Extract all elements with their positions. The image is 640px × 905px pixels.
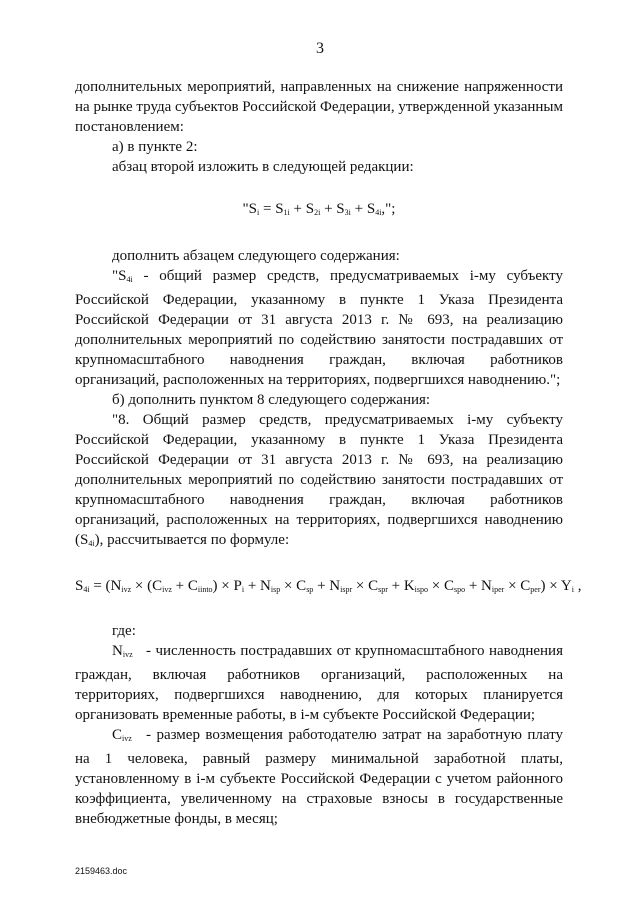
paragraph-add: дополнить абзацем следующего содержания: — [112, 248, 400, 264]
paragraph-item-a-text: абзац второй изложить в следующей редакции: — [112, 159, 414, 175]
paragraph-nivz: $N_{ivz}$ - численность пострадавших от крупномасштабного наводнения граждан, включая работников организаций, расположенных на территориях, подвергшихся наводнению, для которых планируется организовать временные работы, в i-м субъекте Российской Федерации; — [75, 643, 563, 723]
paragraph-civz: $C_{ivz}$ - размер возмещения работодателю затрат на заработную плату на 1 человека, равный размеру минимальной заработной платы, установленному в i-м субъекте Российской Федерации с учетом районного коэффициента, увеличенному на страховые взносы в государственные внебюджетные фонды, в месяц; — [75, 727, 563, 827]
s4-definition-text: - общий размер средств, предусматриваемых i-му субъекту Российской Федерации, указанному в пункте 1 Указа Президента Российской Федерации от 31 августа 2013 г. № 693, на реализацию дополнительных мероприятий по содействию занятости пострадавших от крупномасштабного наводнения граждан, включая работников организаций, расположенных на территориях, подвергшихся наводнению."; — [75, 268, 563, 388]
footer-filename: 2159463.doc — [75, 866, 128, 876]
paragraph-where: где: — [112, 623, 136, 639]
document-body — [75, 77, 582, 829]
paragraph-s4-definition: "$S_{4i}$ - общий размер средств, предусматриваемых i-му субъекту Российской Федерации, указанному в пункте 1 Указа Президента Российской Федерации от 31 августа 2013 г. № 693, на реализацию дополнительных мероприятий по содействию занятости пострадавших от крупномасштабного наводнения граждан, включая работников организаций, расположенных на территориях, подвергшихся наводнению."; — [75, 268, 563, 388]
paragraph-item-b: б) дополнить пунктом 8 следующего содержания: — [112, 392, 431, 408]
formula-s4: $S_{4i} = (N_{ivz} \times (C_{ivz} + C_{iinto}) \times P_i + N_{isp} \times C_{sp} + N_{ispr} \times C_{spr} + K_{ispo} \times C_{spo} + N_{iper} \times C_{per}) \times Y_i$ , — [75, 578, 582, 594]
paragraph-8-text: "8. Общий размер средств, предусматриваемых i-му субъекту Российской Федерации, указанному в пункте 1 Указа Президента Российской Федерации от 31 августа 2013 г. № 693, на реализацию дополнительных мероприятий по содействию занятости пострадавших от крупномасштабного наводнения граждан, включая работников организаций, расположенных на территориях, подвергшихся наводнению — [75, 412, 563, 528]
formula-s-total: "$S_i = S_{1i} + S_{2i} + S_{3i} + S_{4i}$,"; — [242, 201, 396, 217]
nivz-definition-text: - численность пострадавших от крупномасштабного наводнения граждан, включая работников организаций, расположенных на территориях, подвергшихся наводнению, для которых планируется организовать временные работы, в i-м субъекте Российской Федерации; — [75, 643, 563, 723]
paragraph-intro: дополнительных мероприятий, направленных на снижение напряженности на рынке труда субъектов Российской Федерации, утвержденной указанным постановлением: — [75, 79, 563, 135]
page-number: 3 — [316, 40, 324, 57]
paragraph-8: "8. Общий размер средств, предусматриваемых i-му субъекту Российской Федерации, указанному в пункте 1 Указа Президента Российской Федерации от 31 августа 2013 г. № 693, на реализацию дополнительных мероприятий по содействию занятости пострадавших от крупномасштабного наводнения граждан, включая работников организаций, расположенных на территориях, подвергшихся наводнению $(S_{4i})$, рассчитывается по формуле: — [75, 412, 563, 548]
civz-definition-text: - размер возмещения работодателю затрат на заработную плату на 1 человека, равный размеру минимальной заработной платы, установленному в i-м субъекте Российской Федерации с учетом районного коэффициента, увеличенному на страховые взносы в государственные внебюджетные фонды, в месяц; — [75, 727, 563, 827]
paragraph-8-tail: , рассчитывается по формуле: — [99, 532, 290, 548]
paragraph-item-a: а) в пункте 2: — [112, 139, 198, 155]
